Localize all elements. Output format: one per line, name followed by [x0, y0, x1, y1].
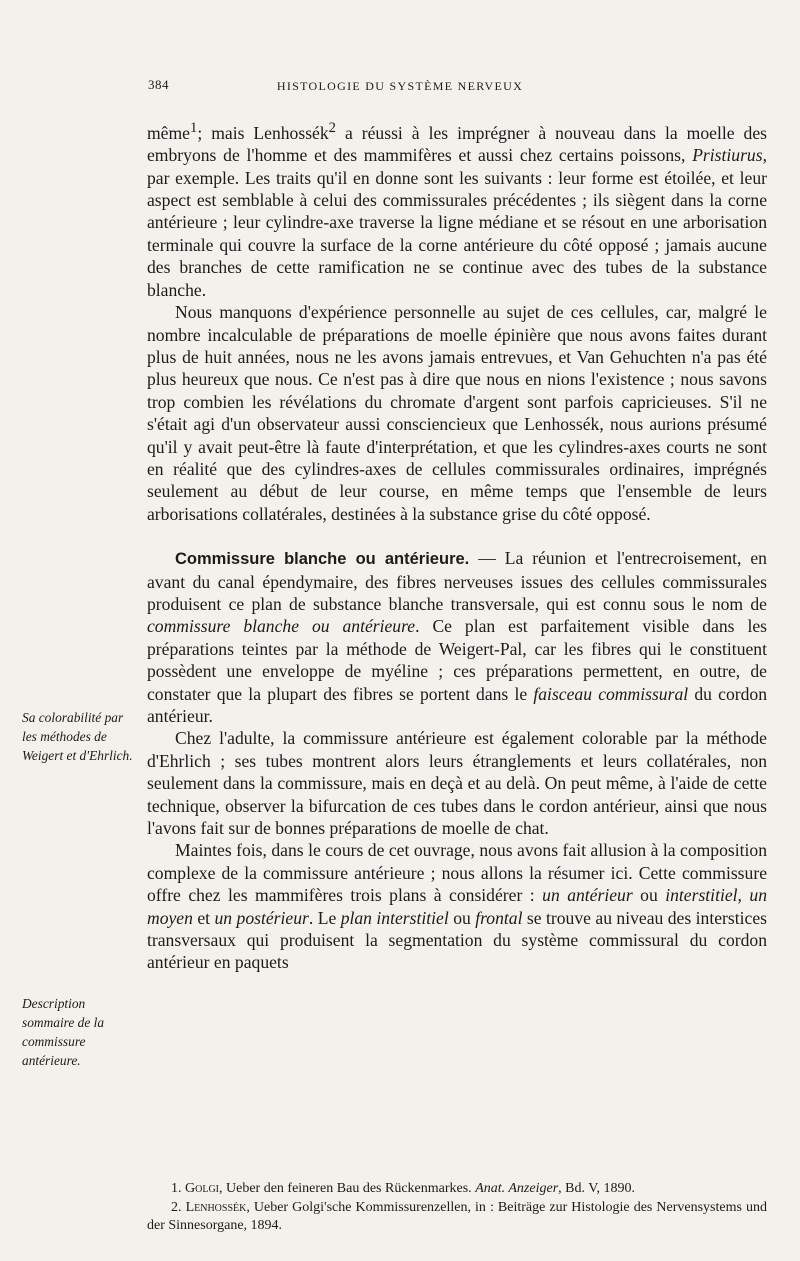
- text-span: . Ce plan est parfaitement visible dans les préparations teintes par la méthode de Weigert-Pal, car les fibres qui le constituent possèdent une enveloppe de myéline ; ces préparations permettent, en outre, de constater que la plupart des fibres se portent dans le: [147, 616, 767, 704]
- text-span: , Ueber Golgi'sche Kommissurenzellen, in : Beiträge zur Histologie des Nervensystems und der Sinnesorgane, 1894.: [147, 1199, 767, 1233]
- footnote-2: [147, 1199, 767, 1236]
- text-span: a réussi à les imprégner à nouveau dans la moelle des embryons de l'homme et des mammifères et aussi chez certains poissons,: [147, 122, 767, 166]
- term-italic: un antérieur: [542, 885, 633, 906]
- paragraph-3: [147, 547, 767, 727]
- running-title: HISTOLOGIE DU SYSTÈME NERVEUX: [276, 79, 524, 93]
- main-text: [147, 117, 767, 974]
- text-span: , Bd. V, 1890.: [558, 1181, 636, 1196]
- footnote-number: 2.: [171, 1199, 186, 1215]
- term-italic: interstitiel, un moyen: [147, 885, 768, 928]
- paragraph-5: [147, 839, 767, 973]
- text-span: se trouve au niveau des interstices transversaux qui produisent la segmentation du système commissural du cordon antérieur en paquets: [147, 907, 767, 973]
- footnote-ref-2: 2: [328, 120, 336, 136]
- text-span: du cordon antérieur.: [147, 683, 767, 727]
- text-span: , par exemple. Les traits qu'il en donne sont les suivants : leur forme est étoilée, et leur aspect est semblable à celui des commissurales précédentes ; ils siègent dans la corne antérieure ; leur cylindre-axe traverse la ligne médiane et se résout en une arborisation terminale qui couvre la surface de la corne antérieure du côté opposé ; jamais aucune des branches de cette ramification ne se continue avec des tubes de la substance blanche.: [147, 145, 767, 300]
- footnote-author: Lenhossék: [185, 1199, 247, 1215]
- footnote-ref-1: 1: [190, 120, 198, 136]
- term-italic: un postérieur: [214, 907, 309, 928]
- margin-note-colorability: Sa colorabilité par les méthodes de Weigert et d'Ehrlich.: [22, 710, 133, 763]
- text-span: ou: [632, 885, 666, 906]
- term-italic: faisceau commissural: [533, 683, 689, 704]
- footnote-1: [147, 1180, 767, 1199]
- term-italic: plan interstitiel: [340, 907, 449, 928]
- text-span: — La réunion et l'entrecroisement, en avant du canal épendymaire, des fibres nerveuses issues des cellules commissurales produisent ce plan de substance blanche transversale, qui est connu sous le nom de: [147, 548, 767, 614]
- journal-title: Anat. Anzeiger: [475, 1181, 559, 1196]
- footnote-number: 1.: [171, 1181, 185, 1196]
- text-span: Maintes fois, dans le cours de cet ouvrage, nous avons fait allusion à la composition complexe de la commissure antérieure ; nous allons la résumer ici. Cette commissure offre chez les mammifères trois plans à considérer :: [147, 840, 767, 906]
- text-span: même: [147, 122, 190, 143]
- text-span: . Le: [308, 907, 341, 928]
- paragraph-1: [147, 117, 767, 301]
- term-italic: commissure blanche ou antérieure: [147, 616, 416, 637]
- footnotes: [147, 1180, 767, 1236]
- paragraph-2: Nous manquons d'expérience personnelle au sujet de ces cellules, car, malgré le nombre incalculable de préparations de moelle épinière que nous avons faites durant plus de huit années, nous ne les avons jamais entrevues, et Van Gehuchten n'a pas été plus heureux que nous. Ce n'est pas à dire que nous en nions l'existence ; nous savons trop combien les révélations du chromate d'argent sont parfois capricieuses. S'il ne s'était agi d'un observateur aussi consciencieux que Lenhossék, nous aurions présumé qu'il y avait peut-être là faute d'interprétation, et que les cylindres-axes courts ne sont en réalité que des cylindres-axes de cellules commissurales ordinaires, imprégnés seulement au début de leur course, en même temps que l'ensemble de leurs arborisations collatérales, destinées à la substance grise du côté opposé.: [147, 302, 767, 524]
- paragraph-4: Chez l'adulte, la commissure antérieure est également colorable par la méthode d'Ehrlich ; ses tubes montrent alors leurs étranglements et leurs collatérales, non seulement dans la commissure, mais en deçà et au delà. On peut même, à l'aide de cette technique, observer la bifurcation de ces tubes dans le cordon antérieur, ainsi que nous l'avons fait sur de bonnes préparations de moelle de chat.: [147, 728, 767, 839]
- term-italic: frontal: [475, 907, 523, 928]
- page-number: 384: [148, 77, 169, 92]
- section-heading: Commissure blanche ou antérieure.: [175, 550, 470, 569]
- text-span: , Ueber den feineren Bau des Rückenmarkes.: [219, 1181, 476, 1196]
- text-span: et: [192, 907, 215, 928]
- margin-note-description: Description sommaire de la commissure antérieure.: [22, 996, 105, 1068]
- genus-name: Pristiurus: [692, 145, 763, 166]
- text-span: ou: [448, 907, 476, 928]
- text-span: ; mais Lenhossék: [197, 122, 329, 143]
- footnote-author: Golgi: [185, 1181, 219, 1196]
